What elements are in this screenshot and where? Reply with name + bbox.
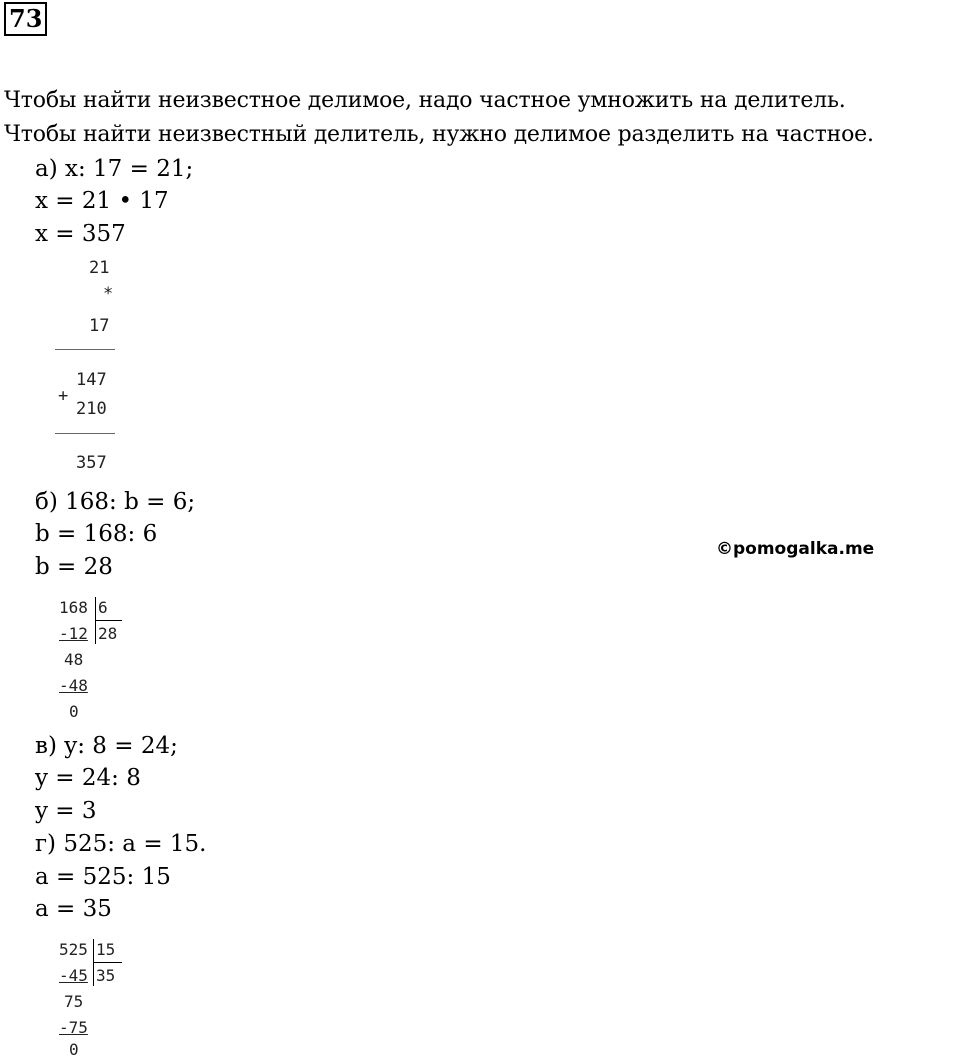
division-quotient: 35 — [96, 966, 116, 985]
division-step-subtract: -48 — [59, 676, 88, 695]
division-divisor: 6 — [98, 598, 108, 617]
part-c-step: y = 24: 8 — [35, 765, 141, 791]
rule-unknown-dividend: Чтобы найти неизвестное делимое, надо частное умножить на делитель. — [4, 88, 846, 113]
part-b-equation: б) 168: b = 6; — [35, 489, 196, 515]
division-final-remainder: 0 — [69, 702, 79, 721]
watermark: ©pomogalka.me — [716, 539, 875, 559]
rule-unknown-divisor: Чтобы найти неизвестный делитель, нужно делимое разделить на частное. — [4, 122, 874, 147]
part-a-step: x = 21 • 17 — [35, 188, 169, 214]
mult-factor-a: 21 — [89, 258, 110, 278]
division-step-subtract: -45 — [59, 966, 88, 985]
division-step-subtract: -75 — [59, 1018, 88, 1037]
division-step-subtract: -12 — [59, 624, 88, 643]
division-quotient-line — [94, 962, 122, 963]
mult-plus-sign: + — [58, 386, 69, 406]
division-quotient-line — [96, 620, 122, 621]
mult-partial-2: 210 — [76, 399, 107, 419]
division-dividend: 525 — [59, 940, 88, 959]
division-quotient: 28 — [98, 624, 118, 643]
division-step-remainder: 75 — [64, 992, 84, 1011]
mult-partial-1: 147 — [76, 370, 107, 390]
division-dividend: 168 — [59, 598, 88, 617]
mult-operator: * — [103, 284, 114, 304]
task-number: 73 — [4, 2, 47, 36]
part-a-equation: а) x: 17 = 21; — [35, 156, 194, 182]
mult-divider — [55, 349, 115, 350]
mult-factor-b: 17 — [89, 316, 110, 336]
part-b-answer: b = 28 — [35, 554, 113, 580]
part-c-answer: y = 3 — [35, 798, 97, 824]
mult-divider-2 — [55, 433, 115, 434]
part-d-equation: г) 525: a = 15. — [35, 831, 207, 857]
part-a-answer: x = 357 — [35, 221, 126, 247]
part-d-step: a = 525: 15 — [35, 864, 171, 890]
part-b-step: b = 168: 6 — [35, 521, 158, 547]
part-c-equation: в) y: 8 = 24; — [35, 733, 178, 759]
division-step-remainder: 48 — [64, 650, 84, 669]
division-divisor: 15 — [96, 940, 116, 959]
mult-result: 357 — [76, 453, 107, 473]
part-d-answer: a = 35 — [35, 896, 112, 922]
division-final-remainder: 0 — [69, 1040, 79, 1059]
